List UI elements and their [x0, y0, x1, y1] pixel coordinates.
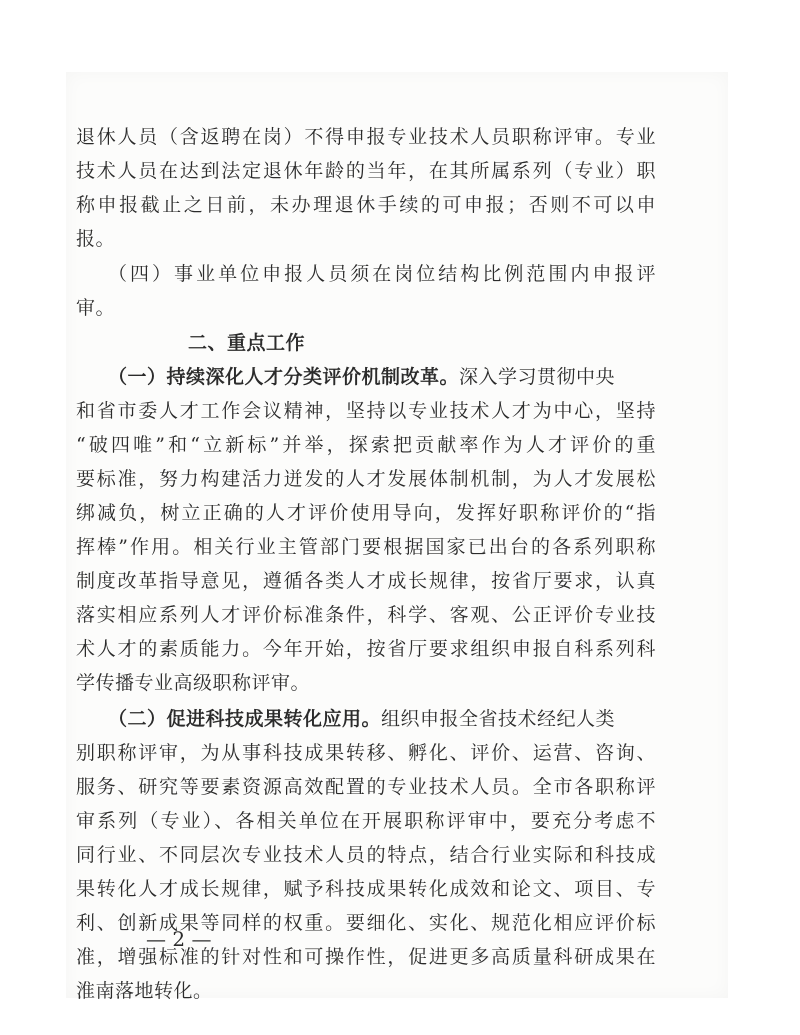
item1-first-line-rest: 深入学习贯彻中央 [459, 366, 616, 388]
item1-line-3: “破四唯”和“立新标”并举，探索把贡献率作为人才评价的重 [76, 434, 656, 456]
item1-line-9: 术人才的素质能力。今年开始，按省厅要求组织申报自科系列科 [76, 638, 656, 660]
item1-line-5: 绑减负，树立正确的人才评价使用导向，发挥好职称评价的“指 [76, 502, 656, 524]
section-heading: 二、重点工作 [188, 332, 306, 354]
item2-line-8: 准，增强标准的针对性和可操作性，促进更多高质量科研成果在 [76, 946, 656, 968]
item2-line-3: 服务、研究等要素资源高效配置的专业技术人员。全市各职称评 [76, 776, 656, 798]
item1-line-7: 制度改革指导意见，遵循各类人才成长规律，按省厅要求，认真 [76, 570, 656, 592]
retirement-line-4: 报。 [76, 228, 116, 250]
retirement-line-1: 退休人员（含返聘在岗）不得申报专业技术人员职称评审。专业 [76, 126, 656, 148]
post-structure-line-2: 审。 [76, 297, 116, 319]
item2-line-6: 果转化人才成长规律，赋予科技成果转化成效和论文、项目、专 [76, 878, 656, 900]
page-number: — 2 — [146, 927, 212, 951]
post-structure-line-1: （四）事业单位申报人员须在岗位结构比例范围内申报评 [108, 263, 656, 285]
item1-line-4: 要标准，努力构建活力迸发的人才发展体制机制，为人才发展松 [76, 468, 656, 490]
item2-first-line-rest: 组织申报全省技术经纪人类 [381, 708, 616, 730]
item1-line-8: 落实相应系列人才评价标准条件，科学、客观、公正评价专业技 [76, 604, 656, 626]
item1-line-2: 和省市委人才工作会议精神，坚持以专业技术人才为中心，坚持 [76, 400, 656, 422]
item2-line-4: 审系列（专业）、各相关单位在开展职称评审中，要充分考虑不 [76, 810, 656, 832]
item2-title: （二）促进科技成果转化应用。 [108, 708, 382, 730]
retirement-line-3: 称申报截止之日前，未办理退休手续的可申报；否则不可以申 [76, 194, 656, 216]
item1-first-line [108, 361, 656, 394]
item2-line-9: 淮南落地转化。 [76, 980, 213, 1002]
item2-line-5: 同行业、不同层次专业技术人员的特点，结合行业实际和科技成 [76, 844, 656, 866]
item1-title: （一）持续深化人才分类评价机制改革。 [108, 366, 460, 388]
item1-line-10: 学传播专业高级职称评审。 [76, 672, 311, 694]
item2-line-2: 别职称评审，为从事科技成果转移、孵化、评价、运营、咨询、 [76, 742, 656, 764]
item2-line-7: 利、创新成果等同样的权重。要细化、实化、规范化相应评价标 [76, 912, 656, 934]
item1-line-6: 挥棒”作用。相关行业主管部门要根据国家已出台的各系列职称 [76, 536, 656, 558]
retirement-line-2: 技术人员在达到法定退休年龄的当年，在其所属系列（专业）职 [76, 160, 656, 182]
item2-first-line [108, 703, 656, 736]
